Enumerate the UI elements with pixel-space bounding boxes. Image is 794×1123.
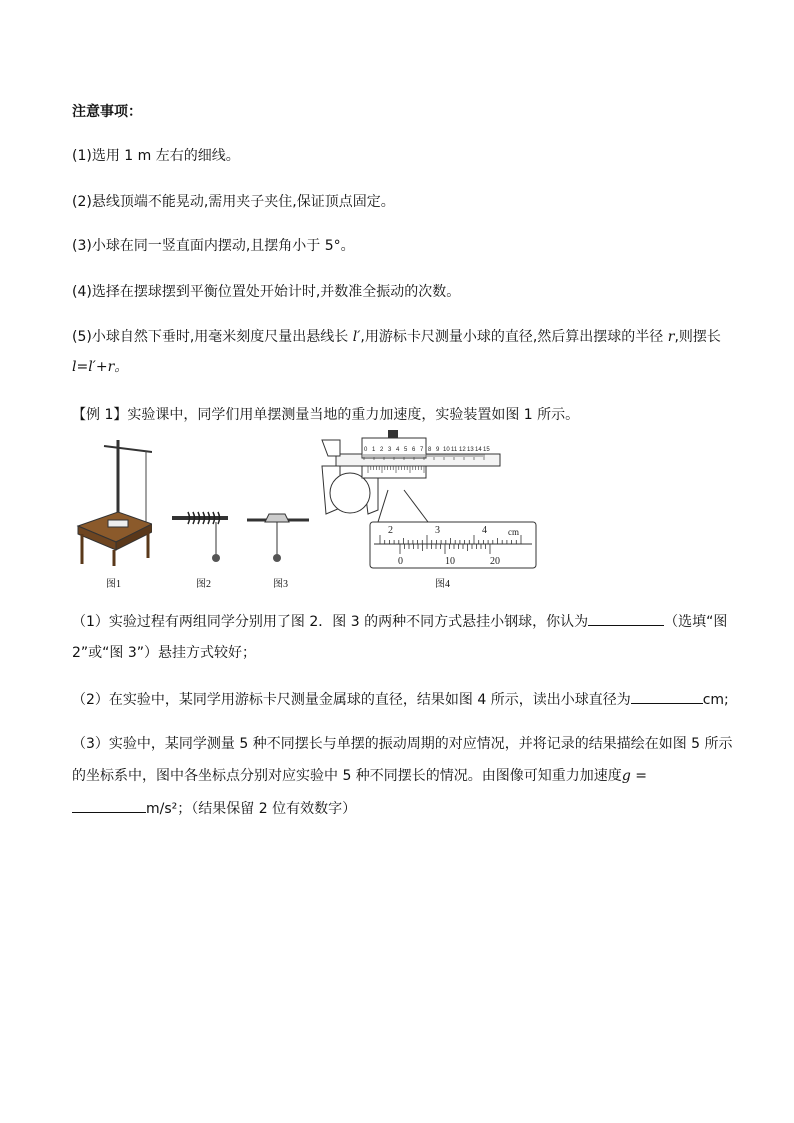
figure-3-caption: 图3 — [273, 579, 288, 590]
top-scale-num: 6 — [412, 447, 416, 453]
top-scale-num: 4 — [396, 447, 400, 453]
figure-1-stand-table — [72, 434, 152, 566]
answer-blank-2[interactable] — [631, 689, 703, 704]
figure-2-caption: 图2 — [196, 579, 211, 590]
top-scale-num: 8 — [428, 447, 432, 453]
example-title: 【例 1】实验课中，同学们用单摆测量当地的重力加速度，实验装置如图 1 所示。 — [72, 407, 580, 423]
figure-1-caption: 图1 — [106, 579, 121, 590]
top-scale-num: 7 — [420, 447, 424, 453]
question-1-text-b: （选填“图 — [664, 614, 728, 630]
question-1-line2: 2”或“图 3”）悬挂方式较好； — [72, 645, 257, 661]
question-2-text-a: （2）在实验中，某同学用游标卡尺测量金属球的直径，结果如图 4 所示，读出小球直径为 — [72, 692, 631, 708]
top-scale-num: 11 — [451, 447, 458, 453]
question-3-line2 — [72, 766, 647, 786]
top-scale-num: 9 — [436, 447, 440, 453]
answer-blank-3[interactable] — [72, 798, 146, 813]
note-item-5-lprime: l′ — [352, 329, 361, 345]
note-item-1: (1)选用 1 m 左右的细线。 — [72, 148, 240, 164]
note-item-5-text-c: ,则摆长 — [674, 329, 721, 345]
question-1-text-a: （1）实验过程有两组同学分别用了图 2．图 3 的两种不同方式悬挂小钢球，你认为 — [72, 614, 589, 630]
question-2 — [72, 689, 729, 710]
question-3-g: g — [621, 768, 631, 784]
note-item-5-text-b: ,用游标卡尺测量小球的直径,然后算出摆球的半径 — [360, 329, 668, 345]
figure-3-clamp-suspension — [245, 508, 311, 564]
note-item-5-text-a: (5)小球自然下垂时,用毫米刻度尺量出悬线长 — [72, 329, 353, 345]
zoom-vernier-10: 10 — [445, 556, 455, 567]
figure-4-caption: 图4 — [435, 579, 450, 590]
caliper-top-scale — [364, 447, 490, 453]
note-item-5-line2: l=l′+r。 — [72, 359, 129, 375]
top-scale-num: 10 — [443, 447, 450, 453]
zoom-main-4: 4 — [482, 525, 487, 536]
top-scale-num: 13 — [467, 447, 474, 453]
top-scale-num: 12 — [459, 447, 466, 453]
note-item-2: (2)悬线顶端不能晃动,需用夹子夹住,保证顶点固定。 — [72, 194, 395, 210]
question-3-line1: （3）实验中，某同学测量 5 种不同摆长与单摆的振动周期的对应情况，并将记录的结果描绘在如图 5 所示 — [72, 736, 733, 752]
notes-heading: 注意事项： — [72, 104, 142, 120]
zoom-main-2: 2 — [388, 525, 393, 536]
note-item-5-r: r — [667, 329, 675, 345]
figure-4-vernier-caliper — [318, 418, 540, 570]
note-item-5-line1 — [72, 327, 721, 347]
top-scale-num: 15 — [483, 447, 490, 453]
note-item-4: (4)选择在摆球摆到平衡位置处开始计时,并数准全振动的次数。 — [72, 284, 461, 300]
zoom-vernier-0: 0 — [398, 556, 403, 567]
top-scale-num: 5 — [404, 447, 408, 453]
top-scale-num: 2 — [380, 447, 384, 453]
question-1-line1 — [72, 611, 727, 632]
answer-blank-1[interactable] — [588, 611, 664, 626]
question-3-text-c: m/s²；（结果保留 2 位有效数字） — [146, 801, 357, 817]
figure-2-coil-suspension — [170, 508, 232, 564]
zoom-unit-cm: cm — [508, 527, 519, 537]
top-scale-num: 14 — [475, 447, 482, 453]
top-scale-num: 1 — [372, 447, 376, 453]
top-scale-num: 3 — [388, 447, 392, 453]
question-3-line3 — [72, 798, 356, 819]
question-3-text-b: 的坐标系中，图中各坐标点分别对应实验中 5 种不同摆长的情况。由图像可知重力加速度 — [72, 768, 622, 784]
zoom-vernier-20: 20 — [490, 556, 500, 567]
question-3-eq: = — [630, 768, 647, 784]
note-item-3: (3)小球在同一竖直面内摆动,且摆角小于 5°。 — [72, 238, 355, 254]
question-2-unit: cm; — [702, 692, 729, 708]
zoom-main-3: 3 — [435, 525, 440, 536]
top-scale-num: 0 — [364, 447, 368, 453]
